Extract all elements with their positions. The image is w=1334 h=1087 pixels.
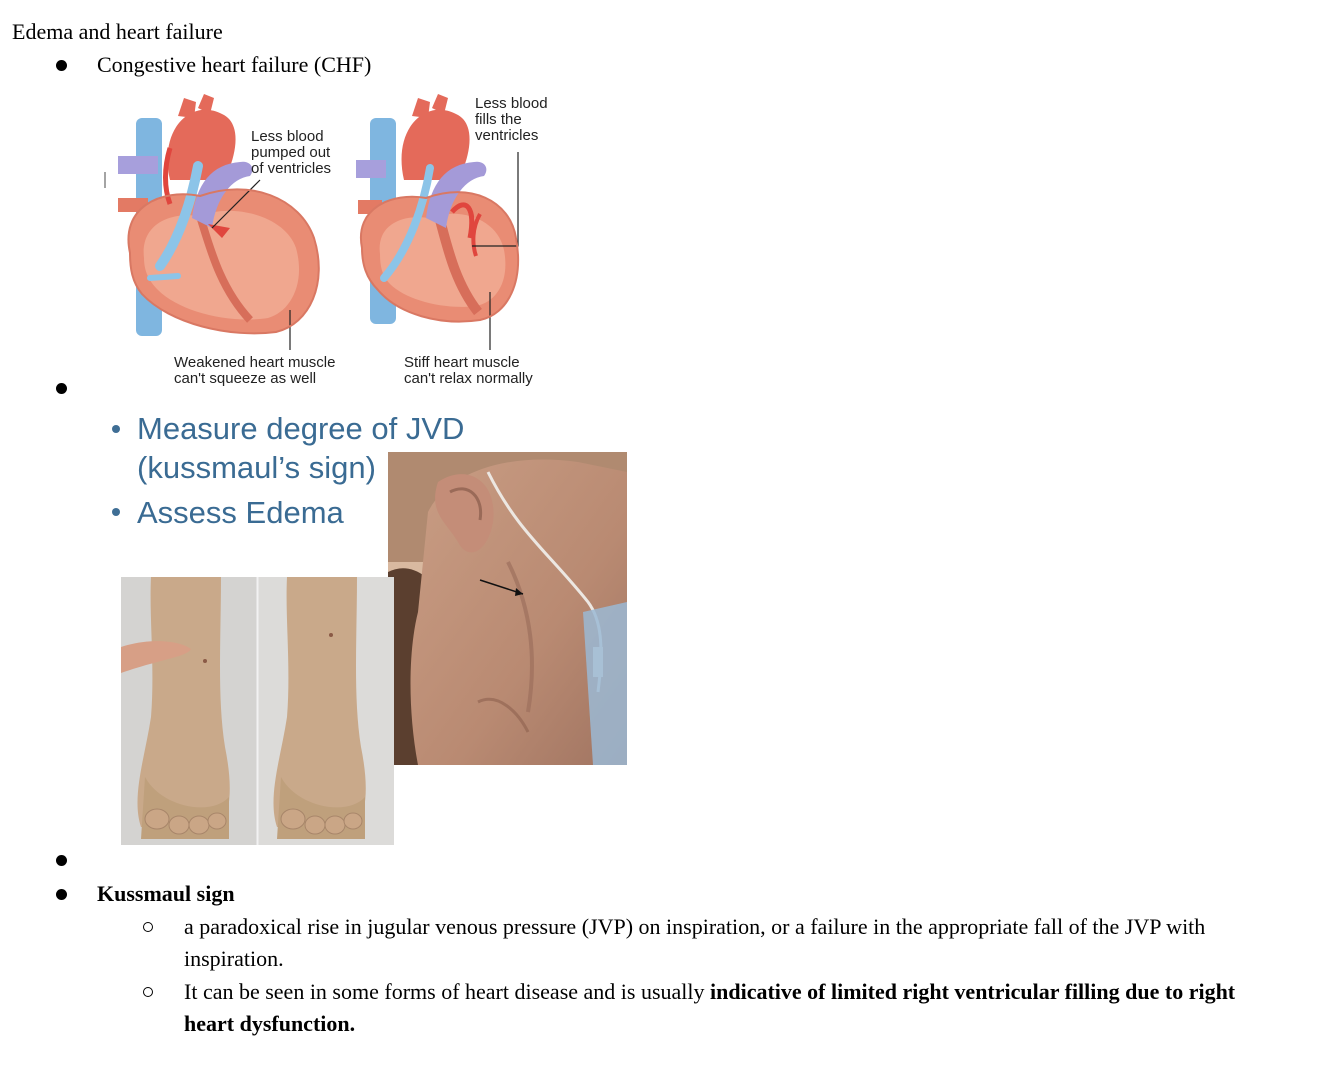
slide-item-jvd-line2: (kussmaul’s sign) [137, 450, 376, 485]
slide-bullet-icon [112, 508, 120, 516]
label-stiff-muscle: Stiff heart muscle can't relax normally [404, 354, 533, 387]
kussmaul-definition: a paradoxical rise in jugular venous pressure (JVP) on inspiration, or a failure in the appropriate fall of the JVP with inspiration. [184, 914, 1206, 971]
bullet-disc-icon [56, 889, 67, 900]
kussmaul-significance [184, 976, 1284, 1040]
bullet-circle-icon [143, 987, 153, 997]
bullet-chf-text: Congestive heart failure (CHF) [97, 52, 372, 77]
slide-item-jvd-line1: Measure degree of JVD [137, 411, 465, 446]
jvd-neck-photo [388, 452, 627, 765]
document-title: Edema and heart failure [12, 19, 223, 44]
kussmaul-heading: Kussmaul sign [97, 881, 235, 906]
slide-bullet-icon [112, 425, 120, 433]
bullet-disc-icon [56, 855, 67, 866]
label-less-pumped: Less blood pumped out of ventricles [251, 128, 332, 177]
label-weakened-muscle: Weakened heart muscle can't squeeze as well [174, 354, 336, 387]
label-less-fills: Less blood fills the ventricles [475, 95, 548, 144]
bullet-circle-icon [143, 922, 153, 932]
kussmaul-significance-plain: It can be seen in some forms of heart disease and is usually [184, 979, 711, 1004]
bullet-disc-icon [56, 60, 67, 71]
kussmaul-significance-bold: indicative of limited right ventricular filling due to right heart dysfunction. [184, 979, 1236, 1036]
bullet-disc-icon [56, 383, 67, 394]
slide-item-edema: Assess Edema [137, 495, 344, 530]
leg-edema-photo [121, 577, 394, 845]
chf-heart-figure [100, 88, 560, 390]
